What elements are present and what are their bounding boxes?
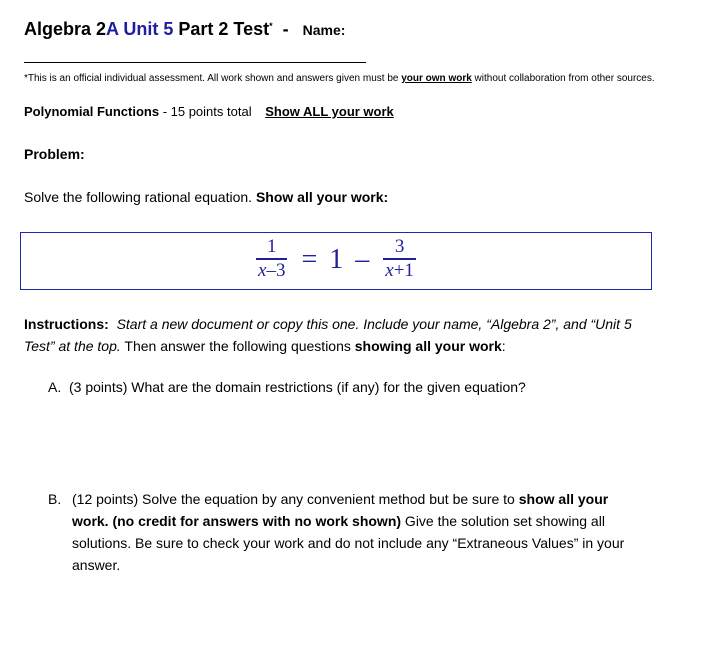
question-b-label: B. xyxy=(48,491,62,507)
note-text-end: without collaboration from other sources. xyxy=(471,73,655,84)
topic-label: Polynomial Functions xyxy=(24,104,160,119)
title-part: Part 2 xyxy=(173,19,234,39)
question-b-bold: show all your work. (no credit for answers with no work shown) xyxy=(72,491,609,529)
question-b xyxy=(48,488,648,576)
right-numerator: 3 xyxy=(394,236,405,257)
one-term: 1 xyxy=(329,243,344,275)
title-algebra: Algebra 2 xyxy=(24,19,107,39)
instructions-label: Instructions: xyxy=(24,316,109,332)
solve-text: Solve the following rational equation. xyxy=(24,189,256,205)
minus-sign: – xyxy=(355,243,370,275)
right-den-var: x xyxy=(385,260,394,281)
name-underline xyxy=(24,62,366,63)
rational-equation xyxy=(21,237,651,282)
title-unit: A Unit 5 xyxy=(106,19,174,39)
left-fraction xyxy=(256,237,287,282)
points-label: - 15 points total xyxy=(159,104,252,119)
problem-heading: Problem: xyxy=(24,146,85,162)
solve-bold: Show all your work: xyxy=(255,189,389,205)
title-test: Test xyxy=(233,19,270,39)
title-asterisk: * xyxy=(269,21,273,31)
title-dash: - xyxy=(282,19,289,39)
question-b-text-end: Give the solution set showing all solutions. Be sure to check your work and do not include any “Extraneous Values” in your answer. xyxy=(72,513,625,573)
left-den-var: x xyxy=(258,260,267,281)
right-den-rest: +1 xyxy=(393,260,414,281)
question-a xyxy=(48,379,526,395)
show-work-label: Show ALL your work xyxy=(265,104,394,119)
instructions-end: : xyxy=(501,338,506,354)
page-title xyxy=(24,19,345,40)
instructions-text: Then answer the following questions xyxy=(120,338,355,354)
equation-box xyxy=(20,232,652,290)
left-numerator: 1 xyxy=(267,236,277,257)
question-a-text: (3 points) What are the domain restrictions (if any) for the given equation? xyxy=(69,379,526,395)
equals-sign: = xyxy=(301,243,318,275)
name-label: Name: xyxy=(302,22,346,38)
assessment-note xyxy=(24,72,664,86)
left-den-rest: –3 xyxy=(266,260,286,281)
instructions-bold: showing all your work xyxy=(354,338,502,354)
right-fraction xyxy=(383,237,416,282)
note-text: *This is an official individual assessment. All work shown and answers given must be xyxy=(24,73,402,84)
left-denominator xyxy=(256,260,287,282)
solve-instruction xyxy=(24,189,388,205)
right-denominator xyxy=(383,260,416,282)
instructions-italic: Start a new document or copy this one. Include your name, “Algebra 2”, and “Unit 5 Test” at the top. xyxy=(24,316,632,354)
question-b-text: (12 points) Solve the equation by any convenient method but be sure to xyxy=(72,491,519,507)
question-a-label: A. xyxy=(48,379,62,395)
question-b-body xyxy=(72,488,648,576)
subtitle xyxy=(24,104,394,119)
instructions xyxy=(24,313,664,357)
note-bold: your own work xyxy=(401,73,472,84)
